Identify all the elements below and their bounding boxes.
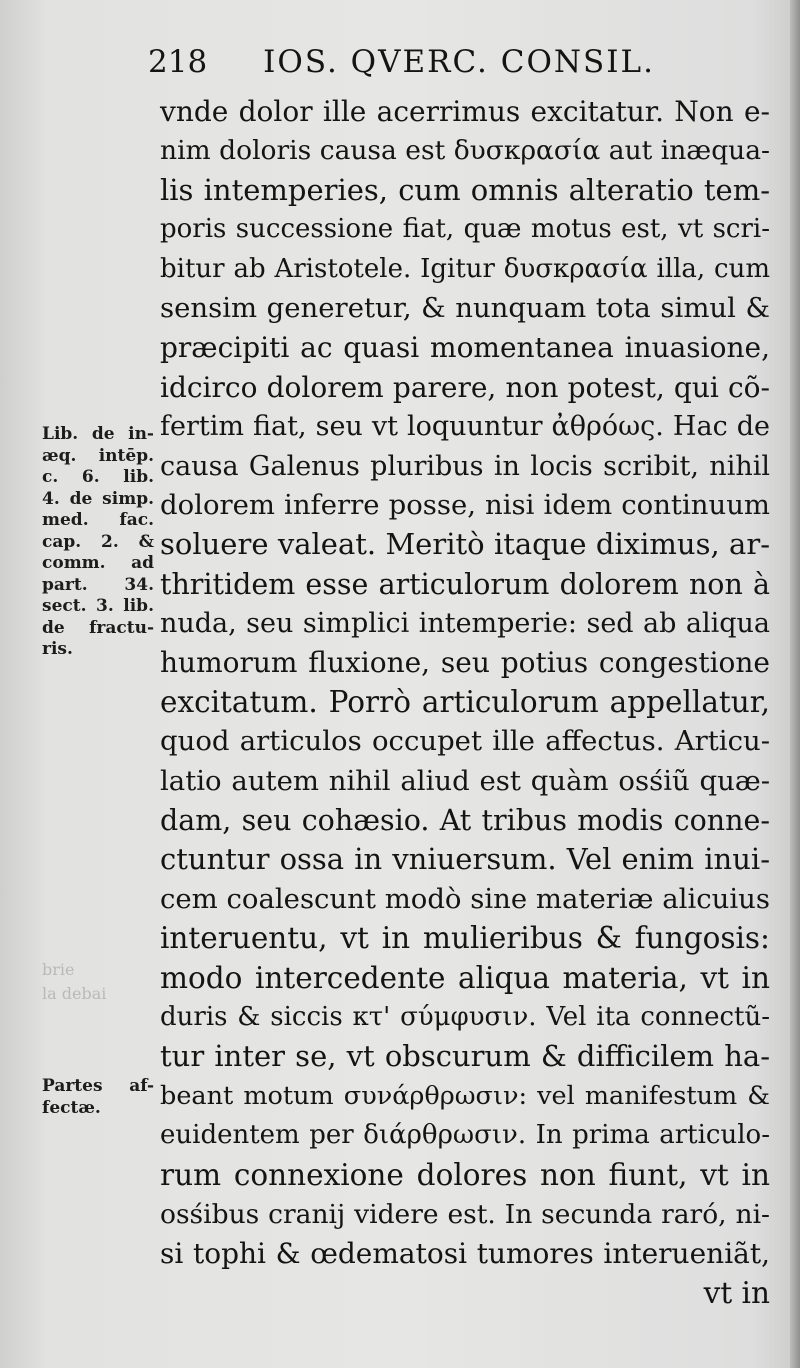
running-head: IOS. QVERC. CONSIL. [263, 44, 655, 80]
text-line: dam, seu cohæsio. At tribus modis conne- [160, 804, 770, 838]
body-text [160, 92, 770, 1313]
text-line: lis intemperies, cum omnis alteratio tem- [160, 172, 770, 207]
marginal-note-line: sect. 3. lib. [42, 596, 154, 616]
text-line: poris successione fiat, quæ motus est, vt scri- [160, 214, 770, 245]
text-line: osśibus cranij videre est. In secunda raró, ni- [160, 1198, 770, 1230]
text-line: soluere valeat. Meritò itaque diximus, ar- [160, 527, 770, 562]
text-line: duris & siccis κτ' σύμφυσιν. Vel ita connectũ- [160, 1001, 770, 1032]
show-through-text [42, 958, 154, 1006]
marginal-note-line: part. 34. [42, 574, 154, 595]
marginal-note-line: 4. de simp. [42, 488, 154, 509]
marginal-note-line: c. 6. lib. [42, 467, 154, 487]
text-line: nim doloris causa est δυσκρασία aut inæqua- [160, 135, 770, 167]
marginal-note-references [42, 424, 154, 661]
text-line: tur inter se, vt obscurum & difficilem ha- [160, 1039, 770, 1074]
text-line: sensim generetur, & nunquam tota simul & [160, 291, 770, 324]
show-through-line: brie [42, 960, 75, 979]
text-line: causa Galenus pluribus in locis scribit, nihil [160, 450, 770, 482]
text-line: cem coalescunt modò sine materiæ alicuius [160, 882, 770, 915]
text-line: interuentu, vt in mulieribus & fungosis: [160, 921, 770, 956]
marginal-note-line: Partes af- [42, 1076, 154, 1096]
text-line: nuda, seu simplici intemperie: sed ab aliqua [160, 608, 770, 640]
page-header [148, 44, 655, 88]
text-line: vnde dolor ille acerrimus excitatur. Non e- [160, 95, 770, 128]
marginal-note-line: æq. intēp. [42, 445, 154, 466]
catchword: vt in [703, 1275, 770, 1310]
text-line: idcirco dolorem parere, non potest, qui cõ- [160, 370, 770, 404]
marginal-note-line: ris. [42, 639, 73, 659]
text-line: fertim fiat, seu vt loquuntur ἀθρόως. Hac de [160, 411, 770, 443]
text-line: præcipiti ac quasi momentanea inuasione, [160, 331, 770, 365]
text-line: modo intercedente aliqua materia, vt in [160, 960, 770, 995]
page-gutter-shadow [790, 0, 800, 1368]
text-line: quod articulos occupet ille affectus. Articu- [160, 725, 770, 758]
marginal-note-partes [42, 1076, 154, 1119]
text-line: humorum fluxione, seu potius congestione [160, 646, 770, 680]
text-line: latio autem nihil aliud est quàm osśiũ quæ- [160, 764, 770, 797]
text-line: ctuntur ossa in vniuersum. Vel enim inui- [160, 842, 770, 877]
text-line: si tophi & œdematosi tumores interueniãt, [160, 1237, 770, 1271]
marginal-note-line: cap. 2. & [42, 531, 154, 552]
text-line: thritidem esse articulorum dolorem non à [160, 567, 770, 601]
marginal-note-line: de fractu- [42, 617, 154, 638]
marginal-note-line: Lib. de in- [42, 424, 154, 444]
page-number: 218 [148, 44, 208, 80]
show-through-line: la debai [42, 984, 107, 1003]
text-line: euidentem per διάρθρωσιν. In prima articulo- [160, 1120, 770, 1151]
marginal-note-line: med. fac. [42, 510, 154, 530]
marginal-note-line: comm. ad [42, 553, 154, 573]
text-line: rum connexione dolores non fiunt, vt in [160, 1157, 770, 1192]
text-line: excitatum. Porrò articulorum appellatur, [160, 684, 770, 719]
text-line: dolorem inferre posse, nisi idem continuum [160, 488, 770, 521]
text-line: beant motum συνάρθρωσιν: vel manifestum & [160, 1080, 770, 1111]
text-line: bitur ab Aristotele. Igitur δυσκρασία illa, cum [160, 253, 770, 284]
marginal-note-line: fectæ. [42, 1097, 101, 1118]
